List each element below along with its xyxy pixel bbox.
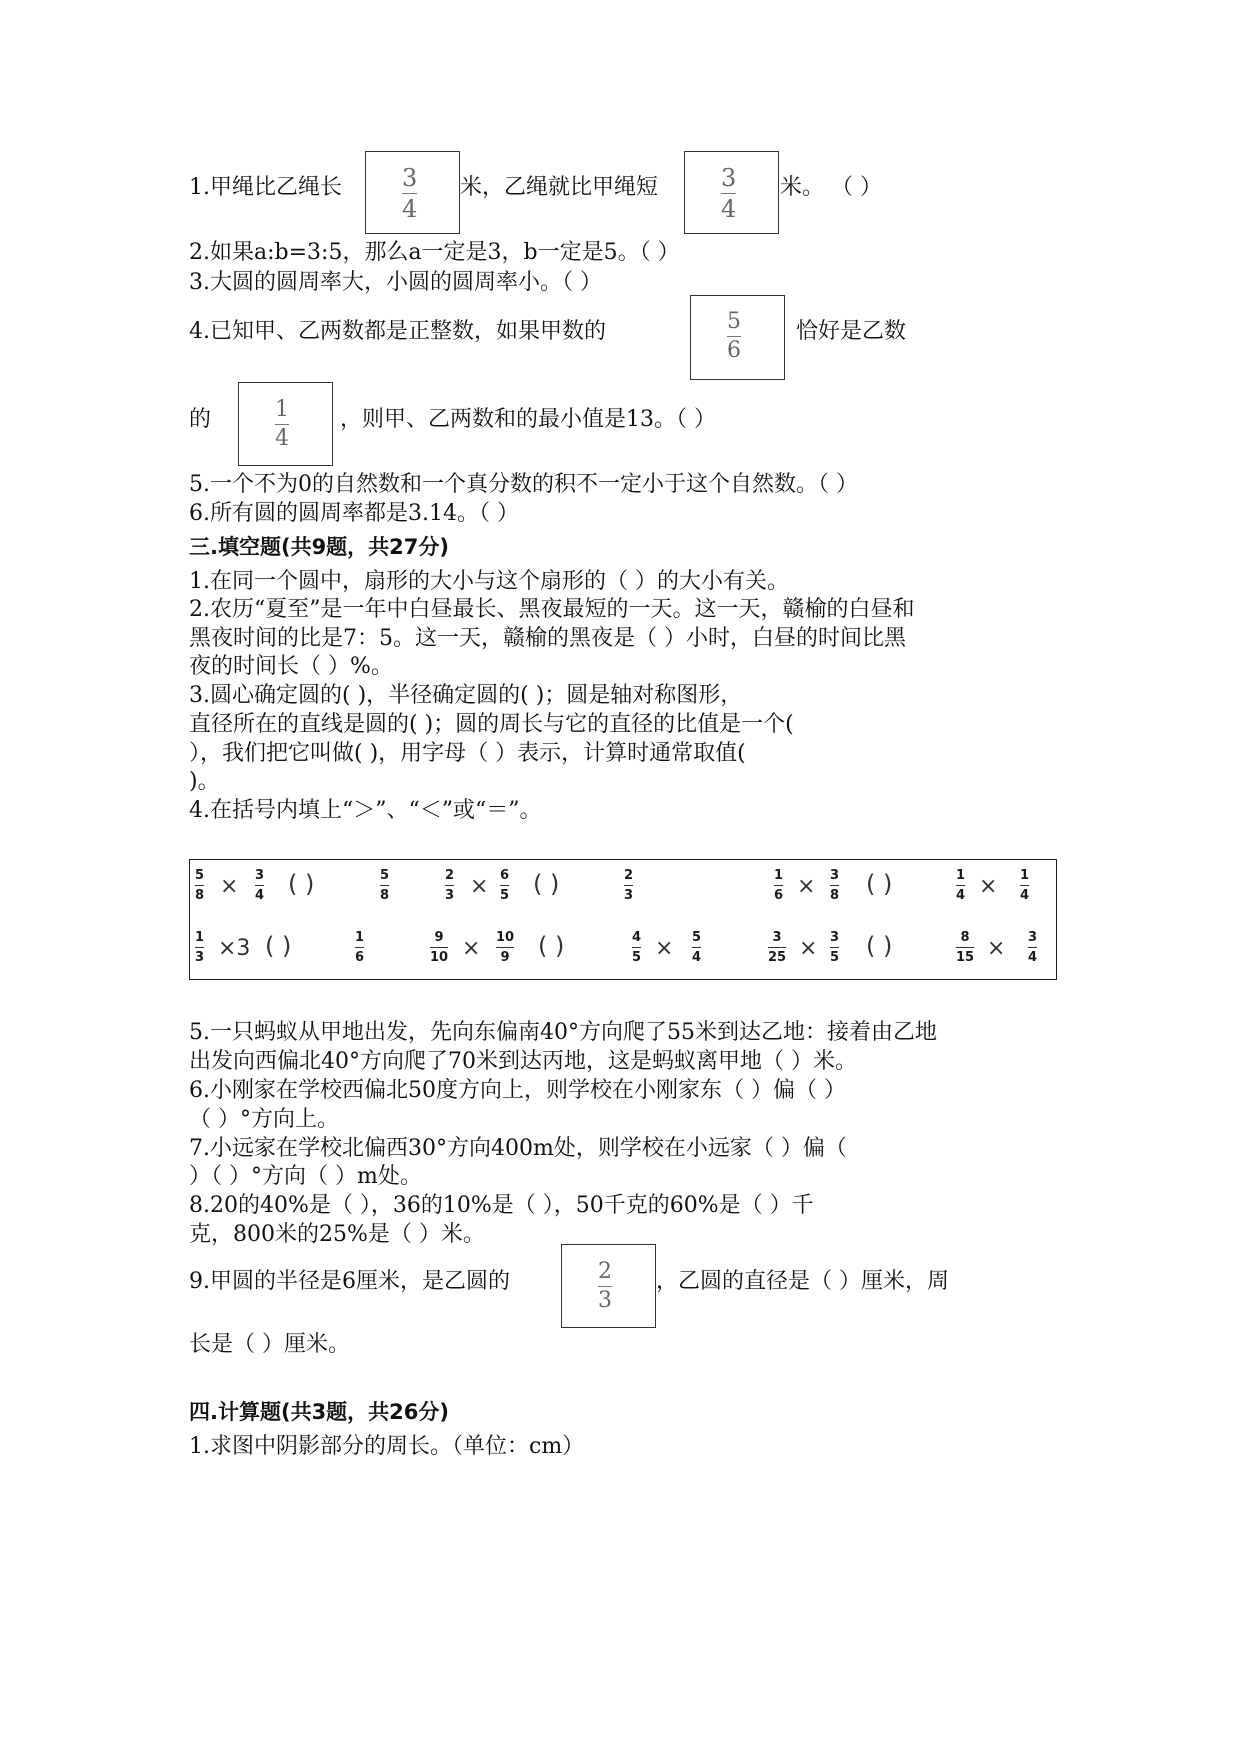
- times-sign: ×: [799, 936, 818, 961]
- s3-q3-line4: )。: [189, 769, 220, 794]
- q4-text-a: 4.已知甲、乙两数都是正整数，如果甲数的: [189, 319, 606, 344]
- s3-q9-text-a: 9.甲圆的半径是6厘米，是乙圆的: [189, 1269, 510, 1294]
- section-4-heading: 四.计算题(共3题，共26分): [189, 1400, 450, 1424]
- s3-q3-line1: 3.圆心确定圆的( )，半径确定圆的( )；圆是轴对称图形，: [189, 683, 743, 708]
- fraction: 5 6: [727, 309, 741, 363]
- s3-q2-line2: 黑夜时间的比是7：5。这一天，赣榆的黑夜是（ ）小时，白昼的时间比黑: [189, 626, 906, 651]
- times-sign: ×: [655, 936, 674, 961]
- fraction: 3 8: [830, 868, 840, 903]
- s3-q2-line3: 夜的时间长（ ）%。: [189, 654, 393, 679]
- fraction: 2 3: [445, 868, 455, 903]
- fraction-box: [365, 151, 460, 234]
- fraction: 1 4: [275, 397, 289, 451]
- fraction: 3 5: [830, 930, 840, 965]
- times-three: ×3: [218, 936, 251, 961]
- s3-q3-line3: ），我们把它叫做( )，用字母（ ）表示，计算时通常取值(: [189, 741, 746, 766]
- fraction-box: [561, 1244, 656, 1328]
- s3-q5-line2: 出发向西偏北40°方向爬了70米到达丙地，这是蚂蚁离甲地（ ）米。: [189, 1049, 857, 1074]
- s3-q8-line2: 克，800米的25%是（ ）米。: [189, 1222, 485, 1247]
- fraction: 1 6: [355, 930, 365, 965]
- answer-blank[interactable]: ( ): [866, 870, 893, 898]
- s3-q6-line2: （ ）°方向上。: [189, 1107, 339, 1132]
- s3-q1-text: 1.在同一个圆中，扇形的大小与这个扇形的（ ）的大小有关。: [189, 569, 789, 594]
- q6-text: 6.所有圆的圆周率都是3.14。（ ）: [189, 501, 519, 526]
- fraction: 8 15: [956, 930, 975, 965]
- fraction: 2 3: [624, 868, 634, 903]
- fraction: 3 4: [721, 164, 737, 223]
- fraction-box: [238, 382, 333, 466]
- times-sign: ×: [462, 936, 481, 961]
- s3-q4-text: 4.在括号内填上“＞”、“＜”或“＝”。: [189, 798, 542, 823]
- q4-text-b: 恰好是乙数: [796, 319, 907, 344]
- s3-q5-line1: 5.一只蚂蚁从甲地出发，先向东偏南40°方向爬了55米到达乙地：接着由乙地: [189, 1020, 937, 1045]
- answer-blank[interactable]: ( ): [265, 932, 292, 960]
- q1-text-a: 1.甲绳比乙绳长: [189, 175, 342, 200]
- fraction: 1 3: [195, 930, 205, 965]
- s3-q9-text-b: ，乙圆的直径是（ ）厘米，周: [656, 1269, 949, 1294]
- times-sign: ×: [470, 874, 489, 899]
- fraction: 5 8: [380, 868, 390, 903]
- answer-blank[interactable]: ( ): [538, 932, 565, 960]
- s3-q7-line2: ）（ ）°方向（ ）m处。: [189, 1164, 422, 1189]
- q4-text-d: ，则甲、乙两数和的最小值是13。（ ）: [340, 407, 716, 432]
- fraction: 1 6: [774, 868, 784, 903]
- q1-text-b: 米，乙绳就比甲绳短: [460, 175, 659, 200]
- times-sign: ×: [979, 874, 998, 899]
- fraction: 10 9: [496, 930, 515, 965]
- q4-text-c: 的: [189, 407, 212, 432]
- fraction: 9 10: [430, 930, 449, 965]
- s4-q1-text: 1.求图中阴影部分的周长。（单位：cm）: [189, 1434, 585, 1459]
- q5-text: 5.一个不为0的自然数和一个真分数的积不一定小于这个自然数。（ ）: [189, 472, 858, 497]
- fraction-box: [684, 151, 779, 234]
- q2-text: 2.如果a:b=3:5，那么a一定是3，b一定是5。（ ）: [189, 240, 680, 265]
- fraction: 2 3: [598, 1259, 612, 1313]
- fraction: 5 8: [195, 868, 205, 903]
- fraction: 3 4: [255, 868, 265, 903]
- s3-q3-line2: 直径所在的直线是圆的( )；圆的周长与它的直径的比值是一个(: [189, 712, 794, 737]
- s3-q2-line1: 2.农历“夏至”是一年中白昼最长、黑夜最短的一天。这一天，赣榆的白昼和: [189, 597, 915, 622]
- s3-q6-line1: 6.小刚家在学校西偏北50度方向上，则学校在小刚家东（ ）偏（ ）: [189, 1078, 846, 1103]
- times-sign: ×: [987, 936, 1006, 961]
- section-3-heading: 三.填空题(共9题，共27分): [189, 535, 450, 559]
- fraction: 5 4: [692, 930, 702, 965]
- times-sign: ×: [220, 874, 239, 899]
- s3-q9-line2: 长是（ ）厘米。: [189, 1332, 350, 1357]
- fraction: 3 25: [768, 930, 787, 965]
- answer-blank[interactable]: ( ): [533, 870, 560, 898]
- q3-text: 3.大圆的圆周率大，小圆的圆周率小。（ ）: [189, 270, 602, 295]
- q1-text-c: 米。 （ ）: [780, 175, 882, 200]
- answer-blank[interactable]: ( ): [866, 932, 893, 960]
- times-sign: ×: [797, 874, 816, 899]
- fraction: 1 4: [956, 868, 966, 903]
- s3-q8-line1: 8.20的40%是（ ），36的10%是（ ），50千克的60%是（ ）千: [189, 1193, 814, 1218]
- fraction-box: [690, 295, 785, 380]
- fraction: 4 5: [632, 930, 642, 965]
- fraction: 3 4: [402, 164, 418, 223]
- fraction: 6 5: [500, 868, 510, 903]
- s3-q7-line1: 7.小远家在学校北偏西30°方向400m处，则学校在小远家（ ）偏（: [189, 1136, 847, 1161]
- fraction: 3 4: [1028, 930, 1038, 965]
- comparison-table: [189, 859, 1057, 980]
- fraction: 1 4: [1020, 868, 1030, 903]
- answer-blank[interactable]: ( ): [288, 870, 315, 898]
